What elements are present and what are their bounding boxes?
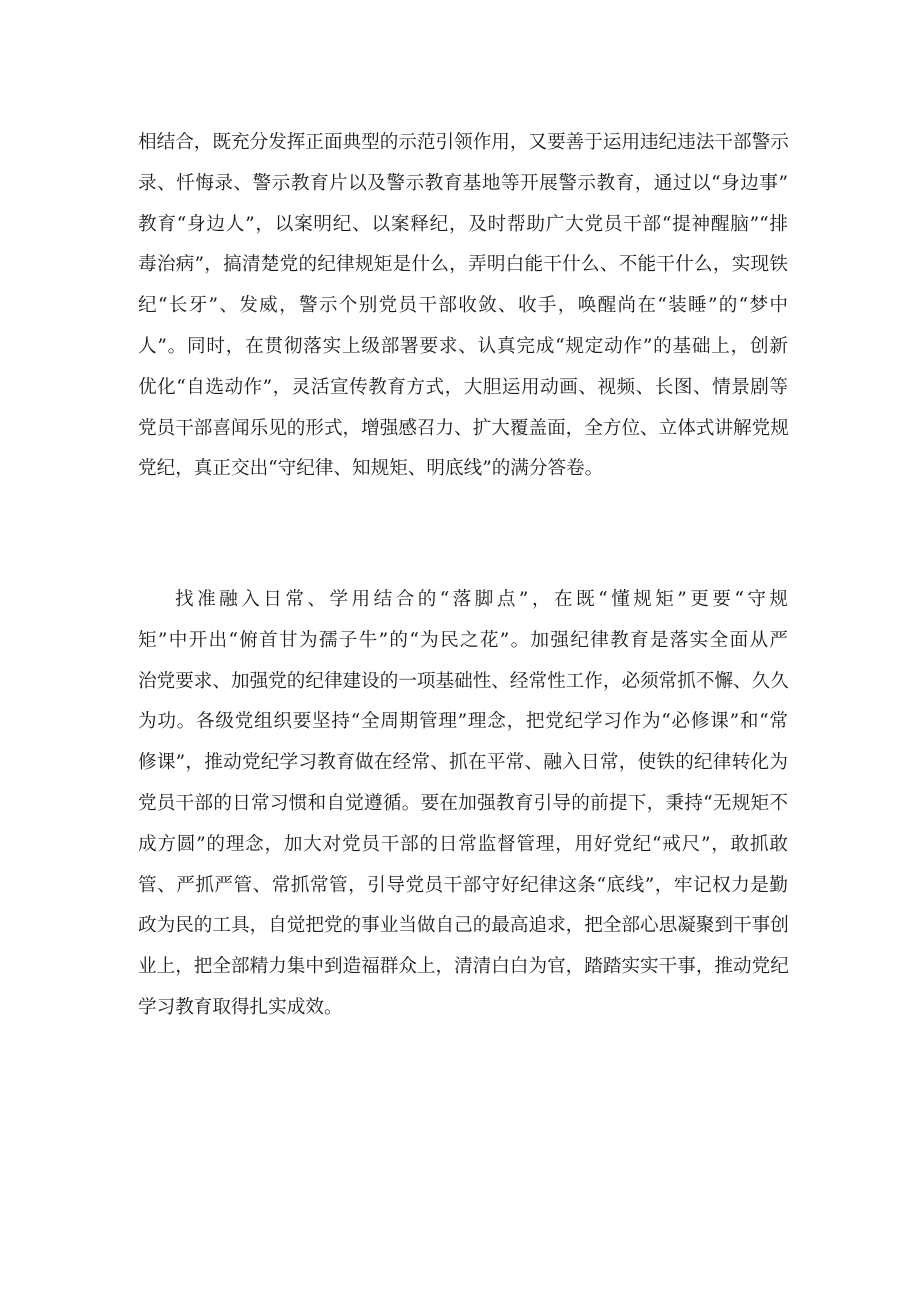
text-line: 治党要求、加强党的纪律建设的一项基础性、经常性工作，必须常抓不懈、久久: [138, 670, 789, 692]
text-line: 人”。同时，在贯彻落实上级部署要求、认真完成“规定动作”的基础上，创新: [138, 335, 788, 357]
text-line: 政为民的工具，自觉把党的事业当做自己的最高追求，把全部心思凝聚到干事创: [138, 915, 789, 937]
text-line: 相结合，既充分发挥正面典型的示范引领作用，又要善于运用违纪违法干部警示: [138, 132, 789, 153]
text-line: 党员干部喜闻乐见的形式，增强感召力、扩大覆盖面，全方位、立体式讲解党规: [138, 417, 789, 439]
text-line: 管、严抓严管、常抓常管，引导党员干部守好纪律这条“底线”，牢记权力是勤: [138, 874, 788, 896]
text-line: 为功。各级党组织要坚持“全周期管理”理念，把党纪学习作为“必修课”和“常: [138, 711, 788, 733]
text-line: 优化“自选动作”，灵活宣传教育方式，大胆运用动画、视频、长图、情景剧等: [138, 376, 788, 398]
text-line: 纪“长牙”、发威，警示个别党员干部收敛、收手，唤醒尚在“装睡”的“梦中: [138, 295, 788, 317]
text-line: 矩”中开出“俯首甘为孺子牛”的“为民之花”。加强纪律教育是落实全面从严: [138, 629, 788, 651]
paragraph-daily-practice: [138, 580, 788, 1029]
text-line: 学习教育取得扎实成效。: [138, 996, 343, 1018]
text-line: 教育“身边人”，以案明纪、以案释纪，及时帮助广大党员干部“提神醒脑”“排: [138, 213, 788, 235]
text-line: 毒治病”，搞清楚党的纪律规矩是什么，弄明白能干什么、不能干什么，实现铁: [138, 254, 788, 276]
text-line: 党纪，真正交出“守纪律、知规矩、明底线”的满分答卷。: [138, 458, 604, 480]
text-line-indented: 找准融入日常、学用结合的“落脚点”，在既“懂规矩”更要“守规: [175, 589, 788, 610]
text-line: 录、忏悔录、警示教育片以及警示教育基地等开展警示教育，通过以“身边事”: [138, 172, 788, 194]
text-line: 成方圆”的理念，加大对党员干部的日常监督管理，用好党纪“戒尺”，敢抓敢: [138, 833, 788, 855]
paragraph-warning-education: [138, 123, 788, 490]
text-line: 修课”，推动党纪学习教育做在经常、抓在平常、融入日常，使铁的纪律转化为: [138, 752, 788, 774]
text-line: 业上，把全部精力集中到造福群众上，清清白白为官，踏踏实实干事，推动党纪: [138, 956, 789, 978]
text-line: 党员干部的日常习惯和自觉遵循。要在加强教育引导的前提下，秉持“无规矩不: [138, 792, 788, 814]
